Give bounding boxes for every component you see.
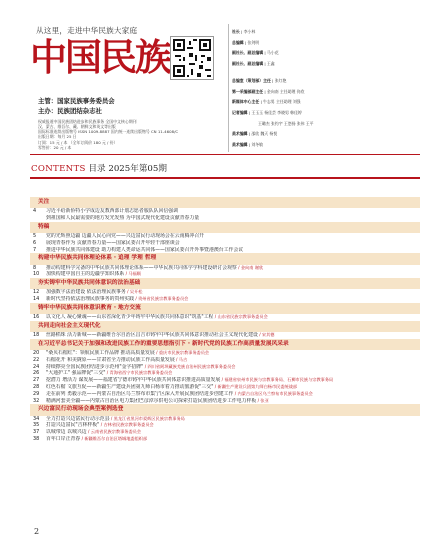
toc-page-number: 6 [33,239,37,246]
toc-author: / 吴开松 [125,289,143,295]
toc-author: / 马福顺 [124,271,141,277]
toc-entry[interactable] [30,215,420,222]
staff-row: 美术编辑 | 邵欣 魏天 杨悦 [232,131,278,137]
section-header: 关注 [30,197,420,208]
section-header: 在习近平总书记关于加强和改进民族工作的重要思想指引下 · 新时代党的民族工作高质量发展风采录 [30,339,420,350]
staff-row: 新媒体中心主任 | 牛志男 主任助理 刘强 [232,99,301,105]
toc-author: / 福建省泉州市民族与宗教事务局、石狮市民族与宗教事务局 [220,377,334,383]
section-header: 构建中华民族共同体理论体系 · 追理 学理 哲理 [30,253,420,264]
toc-author: / 山东省民族宗教事务委员会 [213,314,268,320]
toc-page-number: 35 [33,422,40,429]
toc-entry[interactable] [30,436,420,443]
toc-entry[interactable] [30,233,420,240]
toc-entry[interactable] [30,357,420,364]
staff-row: 总编辑 | 张剑明 [232,39,260,45]
qr-code-icon[interactable] [170,36,214,80]
contents-heading [31,162,167,174]
toc-title: 加快构建中国自主的边疆学知识体系 [46,271,125,278]
toc-page-number: 18 [33,332,40,339]
toc-entry[interactable] [30,398,420,405]
info-line: 权威报道中国民族团结进步和民族事务 全国中文核心期刊 [38,119,137,124]
toc-title: 推动构建科学完备的中华民族共同体理论体系——中华民族共同体学学科建设研讨会观察 [46,264,237,271]
toc-page-number: 14 [33,296,40,303]
staff-row: 记者编辑 | 王玉玉 杨佳芸 李晓男 韩佳婷 [232,109,302,115]
toc-page-number: 20 [33,350,40,357]
toc-title: "大通护工" 强品牌促"三交" [46,370,106,377]
toc-title: 展现青春作为 贡献青春力量——国家民委召开年轻干部座谈会 [46,239,180,246]
section-header: 特稿 [30,222,420,233]
toc-entry[interactable] [30,240,420,247]
toc-entry[interactable] [30,364,420,371]
toc-author: / 重庆市民族宗教事务委员会 [154,350,210,356]
section-header: 夯实铸牢中华民族共同体意识的法治基础 [30,278,420,289]
heading-rule [30,177,420,179]
toc-entry[interactable] [30,247,420,254]
toc-entry[interactable] [30,271,420,278]
toc-page-number: 12 [33,289,40,296]
toc-title: 到祖国和人民最需要的地方发光发热 为中国式现代化建设贡献青春力量 [46,214,200,221]
toc-page-number: 34 [33,415,40,422]
contents-label-en: CONTENTS [31,164,86,174]
masthead [0,0,427,153]
toc-author: / 吉林省民族宗教事务委员会 [99,422,154,428]
info-line: 国际标准连续出版物号 ISSN 1009-8887 国内统一连续出版物号 CN 11-4608/C [38,129,179,134]
page-number: 2 [34,527,40,536]
issue-label: 2025年第05期 [108,164,167,174]
toc-title: 石榴花开 和美陇原——甘肃省全力推动民族工作高质量发展 [46,356,175,363]
toc-title: 走在前列 勇毅示范——内蒙古自治区乌兰察布市集宁区深入开展民族团结进步创建工作 [46,390,234,397]
toc-page-number: 8 [33,264,37,271]
toc-page-number: 29 [33,390,40,397]
toc-page-number: 37 [33,429,40,436]
toc-page-number: 32 [33,397,40,404]
toc-page-number: 16 [33,314,40,321]
toc-title: 全力打造兴边富民行动示范县 [46,415,110,422]
toc-entry[interactable] [30,370,420,377]
toc-entry[interactable] [30,377,420,384]
toc-title: 挖潜力 增活力 谋发展——福建省宁德市铸牢中华民族共同体意识推进高质量发展 [46,377,221,384]
toc-title: "桑贝石榴红"：领航民族工作品牌 推动高质量发展 [46,350,155,357]
toc-title: 持续擦亮全国民族团结进步示范州"金字招牌" [46,363,144,370]
toc-title: 习近平给新侨特小学成边友教西部计划志愿者服队队回信强调 [46,208,179,215]
table-of-contents [30,197,420,443]
toc-title: 丝路稻珠 活力新城——新疆维吾尔自治区昌吉市铸牢中华民族共同体意识推动社会主义现代化建设 [46,332,258,339]
contents-label-cn: 目录 [88,164,106,174]
toc-author: / 贵州省民族宗教事务委员会 [134,296,189,302]
staff-list [232,27,422,151]
toc-page-number: 24 [33,363,40,370]
toc-page-number: 22 [33,356,40,363]
staff-row: 第一采编部副主任 | 金向南 主任助理 佟欣 [232,88,305,94]
staff-row: 副社长、副总编辑 | 王鑫 [232,61,275,67]
top-rule [30,154,420,155]
toc-entry[interactable] [30,332,420,339]
toc-author: / 新疆维吾尔自治区塔城地委组织部 [80,436,148,442]
toc-title: 推进中华民族共同体建设 助力构建人类命运共同体——国家民委召开外事暨港澳台工作会议 [46,246,244,253]
toc-entry[interactable] [30,429,420,436]
toc-entry[interactable] [30,422,420,429]
toc-page-number: 10 [33,271,40,278]
toc-entry[interactable] [30,208,420,215]
toc-title: 百年口岸正青春 [46,436,81,443]
toc-author: / 青海省西宁市民族宗教事务委员会 [105,370,173,376]
toc-author: / 马吉 [174,356,188,362]
section-header: 共同走向社会主义现代化 [30,321,420,332]
toc-title: 精满河套美全疆——内蒙古自治区电力集团巴彦淖尔供电公司探索打造民族团结进步工作电力样板 [46,397,257,404]
toc-page-number: 4 [33,208,37,215]
toc-author: / 黑龙江省黑河市爱辉区民族宗教事务局 [109,415,185,421]
toc-title: 以文化人 凝心聚魂——山东省深化青少年铸牢中华民族共同体意识"筑基"工程 [46,314,214,321]
staff-row: 副社长、副总编辑 | 马小花 [232,50,279,56]
staff-row: 美术编辑 | 刘冬敏 [232,142,264,148]
host-line: 主办：民族团结杂志社 [38,107,102,115]
toc-author: / 云南省民族宗教事务委员会 [86,429,142,435]
toc-author: / 内蒙古自治区乌兰察布市民族事务委员会 [233,390,313,396]
magazine-logo: 中国民族 [30,35,170,79]
toc-title: 以城带边 以城兴边 [46,429,87,436]
toc-entry[interactable] [30,350,420,357]
toc-entry[interactable] [30,296,420,303]
toc-author: / 新疆生产建设兵团第九师白杨市民委统战部 [213,384,298,390]
info-line: 零售价：20 元 / 本 [38,145,72,150]
toc-entry[interactable] [30,314,420,321]
toc-page-number: 7 [33,246,37,253]
toc-title: 打造兴边富民"吉林样板" [46,422,100,429]
toc-author: / 张亚 [256,397,269,403]
toc-entry[interactable] [30,289,420,296]
section-header: 兴边富民行动现场会典型案例选登 [30,404,420,415]
toc-title: 加强数字法治建设 依法治理民族事务 [46,289,126,296]
toc-entry[interactable] [30,391,420,398]
toc-page-number: 26 [33,370,40,377]
staff-row: 总编室（策划部）主任 | 张红艳 [232,77,287,83]
info-line: 出版日期：每月 25 日 [38,134,77,139]
toc-title: 党的光辉照边疆 边疆人民心向党——兴边富民行动现场会在云南腾冲召开 [46,232,205,239]
toc-page-number: 5 [33,232,37,239]
staff-row: 王璐杰 张钧宇 王悠扬 张伟 王平 [258,120,314,126]
toc-author: / 宋其德 [257,332,275,338]
toc-page-number: 28 [33,384,40,391]
section-header: 铸牢中华民族共同体意识教育 · 地方交流 [30,303,420,314]
toc-entry[interactable] [30,416,420,423]
info-line: 汉、蒙古、维吾尔、藏、朝鲜文和英文等出版 [38,124,116,129]
toc-page-number: 27 [33,377,40,384]
toc-entry[interactable] [30,265,420,272]
toc-entry[interactable] [30,384,420,391]
info-line: 订阅：15 元 / 本 （全年订阅价 180 元 / 份） [38,140,118,145]
staff-row: 社长 | 李小林 [232,29,256,34]
toc-page-number: 38 [33,436,40,443]
sponsor-line: 主管：国家民族事务委员会 [38,97,115,105]
vertical-divider [228,24,229,152]
slogan: 从这里，走进中华民族大家庭 [36,26,138,35]
toc-title: 新时代坚持依法治理民族事务的贵州实践 [46,296,135,303]
toc-author: / 金向南 谢欣 [236,264,264,270]
toc-title: 红色石榴 文旅互促——新疆生产建设兵团第九师白杨市着力推动旅游促"三交" [46,384,214,391]
toc-author: / 四川省阿坝藏族羌族自治州民族宗教事务委员会 [143,363,236,369]
